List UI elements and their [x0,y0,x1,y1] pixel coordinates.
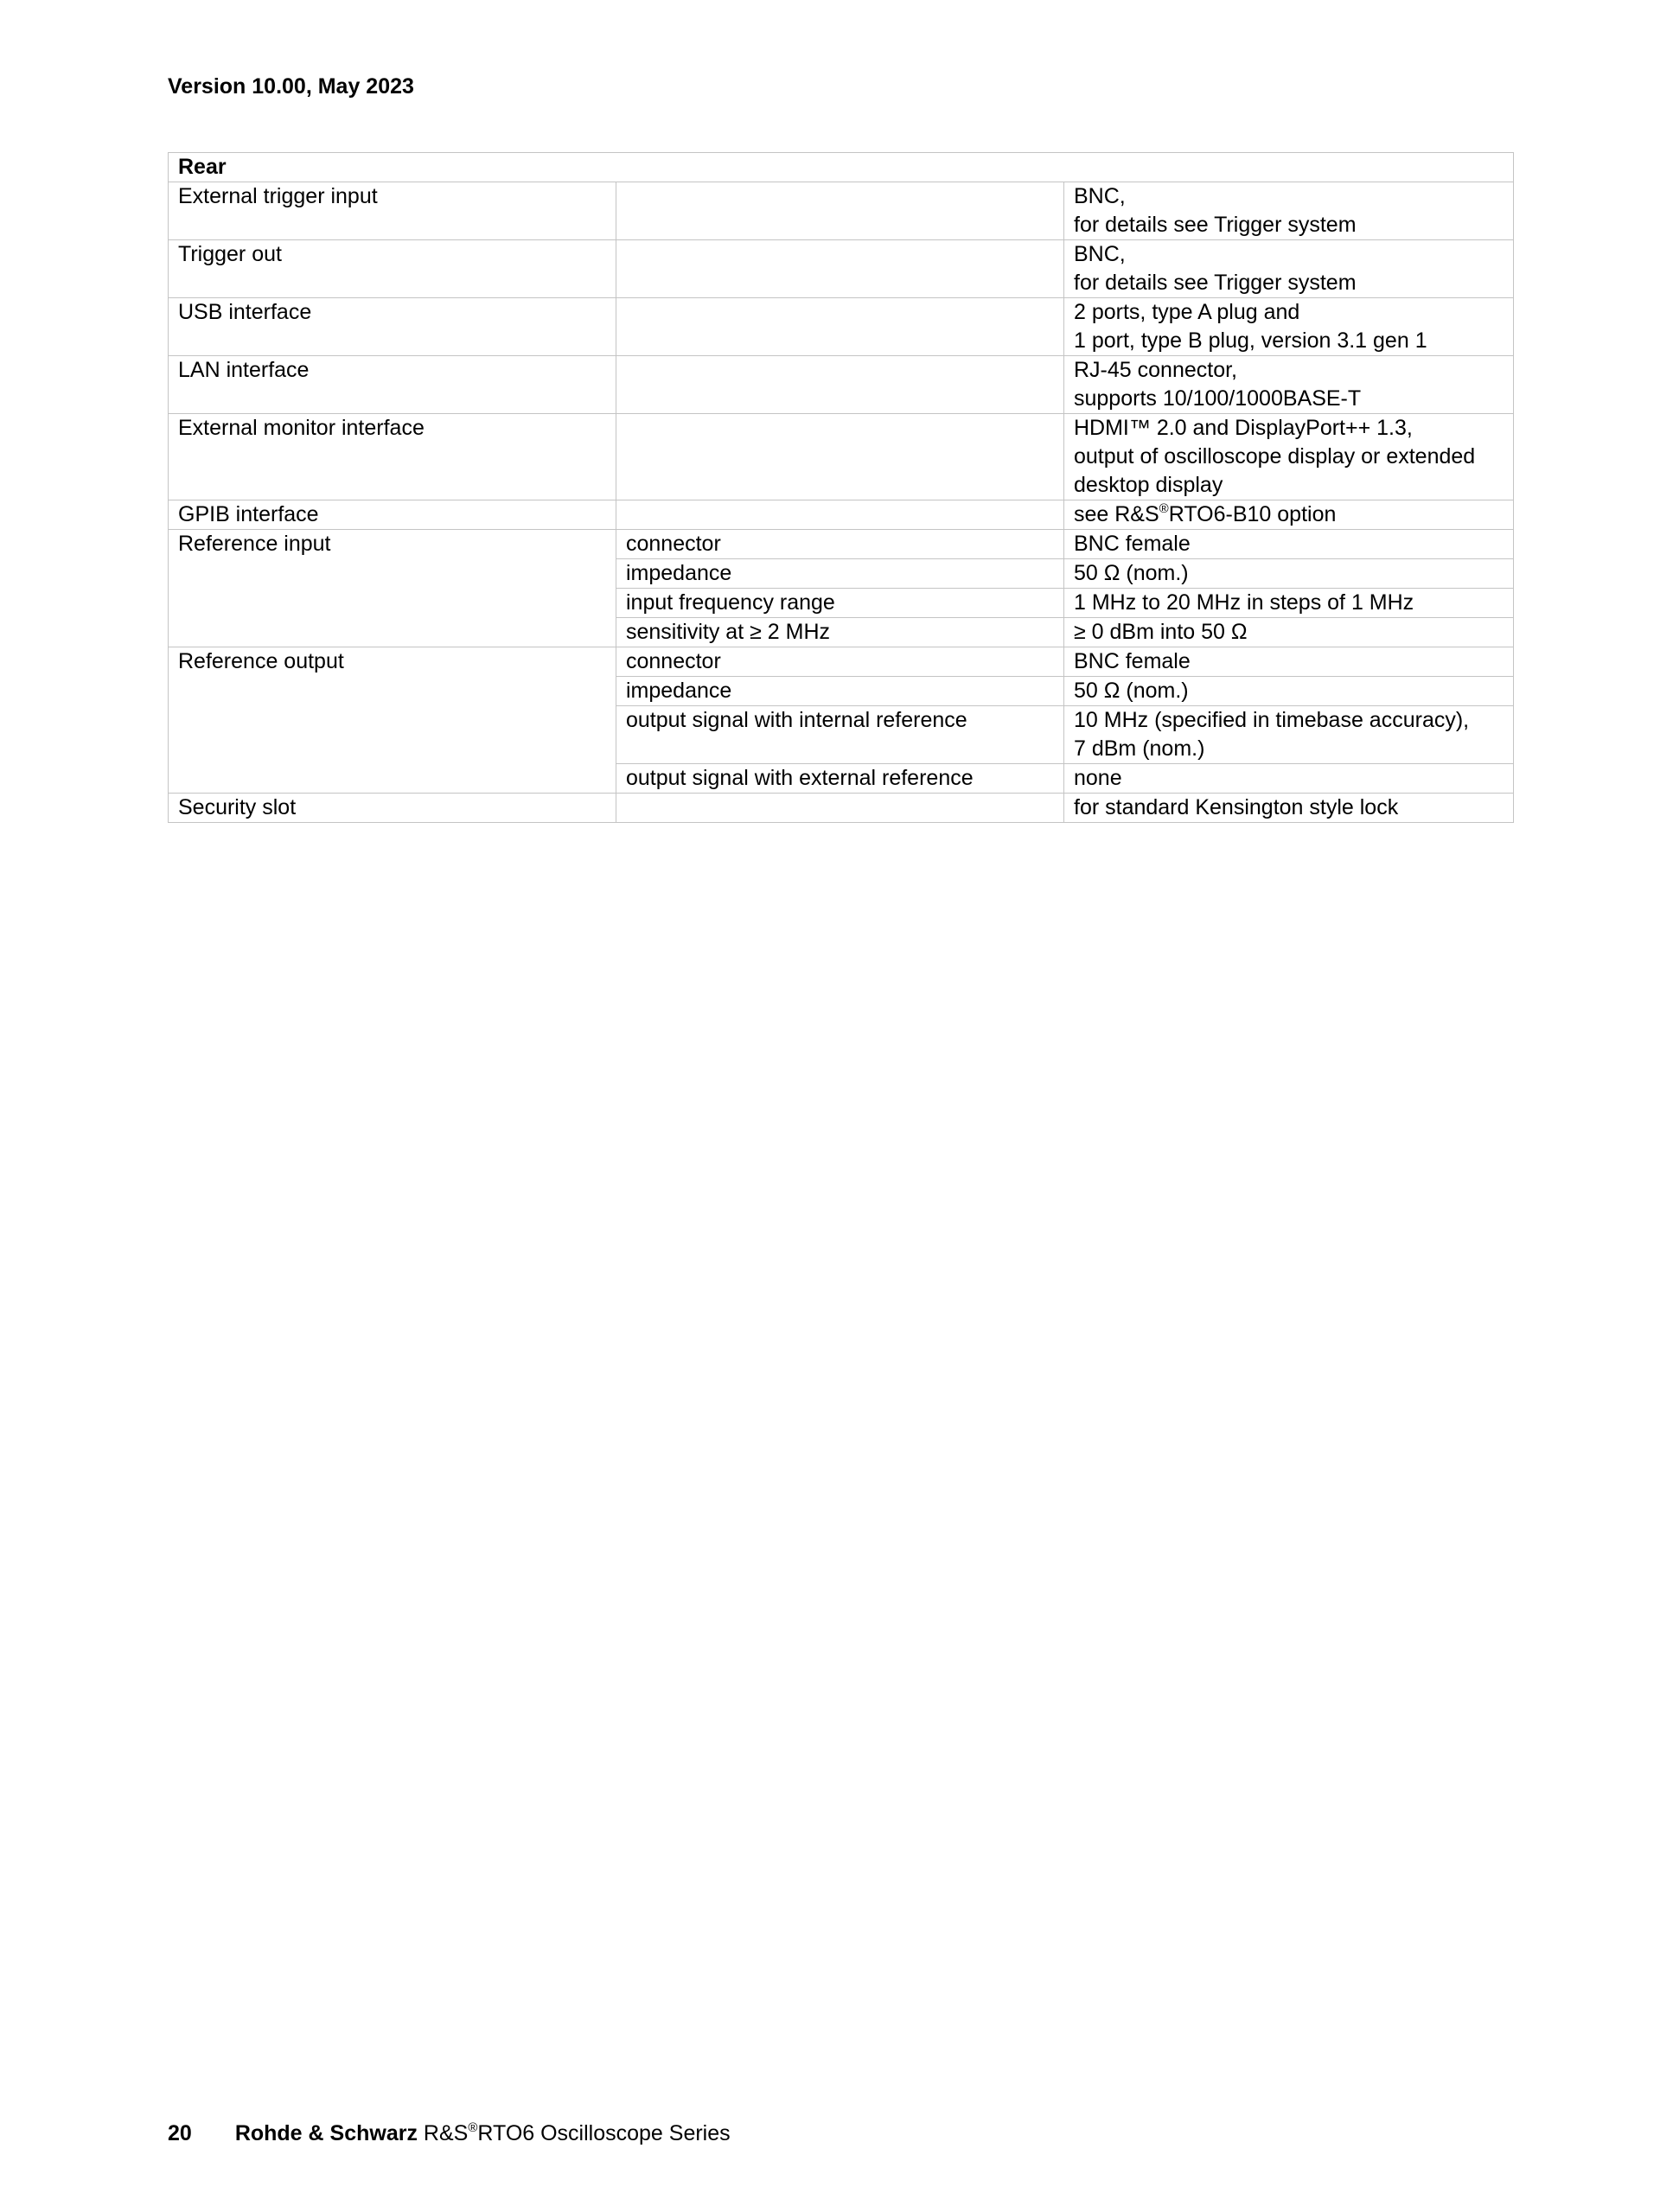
table-row [169,414,1514,500]
spec-value-line: supports 10/100/1000BASE-T [1074,386,1362,411]
spec-label: USB interface [169,298,616,356]
spec-param: connector [616,530,1064,559]
spec-value: BNC female [1064,647,1514,677]
spec-value-line: 2 ports, type A plug and [1074,300,1300,324]
table-row [169,298,1514,356]
spec-value [1064,298,1514,356]
spec-param: sensitivity at ≥ 2 MHz [616,618,1064,647]
spec-value-line: 10 MHz (specified in timebase accuracy), [1074,708,1470,732]
spec-value-line: HDMI™ 2.0 and DisplayPort++ 1.3, [1074,416,1413,440]
table-row [169,240,1514,298]
page-number: 20 [168,2121,192,2145]
registered-mark: ® [1159,501,1169,516]
spec-label: Trigger out [169,240,616,298]
table-row [169,794,1514,823]
spec-value: ≥ 0 dBm into 50 Ω [1064,618,1514,647]
section-title: Rear [169,153,1514,182]
spec-param: input frequency range [616,589,1064,618]
spec-value-line: 7 dBm (nom.) [1074,736,1205,761]
rear-spec-table [168,152,1514,823]
brand-name: Rohde & Schwarz [234,2121,418,2145]
product-prefix: R&S [423,2121,469,2145]
spec-value-line: BNC, [1074,184,1126,208]
spec-value-line: RJ-45 connector, [1074,358,1237,382]
spec-value [1064,240,1514,298]
table-row [169,647,1514,677]
spec-value [1064,356,1514,414]
spec-label: Reference output [169,647,616,794]
spec-param: connector [616,647,1064,677]
product-name [424,2121,731,2145]
spec-value [1064,500,1514,530]
spec-value-line: 1 port, type B plug, version 3.1 gen 1 [1074,328,1427,353]
spec-param [616,414,1064,500]
table-row [169,182,1514,240]
table-row [169,530,1514,559]
spec-value-line: BNC, [1074,242,1126,266]
spec-value-line: for details see Trigger system [1074,213,1357,237]
spec-value [1064,182,1514,240]
table-row [169,153,1514,182]
page-footer [168,2120,731,2148]
registered-mark: ® [468,2120,478,2135]
spec-label: LAN interface [169,356,616,414]
spec-label: External trigger input [169,182,616,240]
spec-value: BNC female [1064,530,1514,559]
spec-label: Reference input [169,530,616,647]
spec-label: GPIB interface [169,500,616,530]
spec-label: Security slot [169,794,616,823]
spec-value: none [1064,764,1514,794]
spec-param: output signal with external reference [616,764,1064,794]
spec-param [616,298,1064,356]
table-row [169,500,1514,530]
spec-param: output signal with internal reference [616,706,1064,764]
spec-param [616,500,1064,530]
spec-param [616,356,1064,414]
spec-param: impedance [616,677,1064,706]
spec-param [616,794,1064,823]
spec-value-text: RTO6-B10 option [1168,502,1337,526]
spec-value: 50 Ω (nom.) [1064,677,1514,706]
spec-value: 50 Ω (nom.) [1064,559,1514,589]
spec-value-text: see R&S [1074,502,1159,526]
spec-value: for standard Kensington style lock [1064,794,1514,823]
spec-param: impedance [616,559,1064,589]
spec-value [1064,706,1514,764]
spec-label: External monitor interface [169,414,616,500]
spec-param [616,240,1064,298]
spec-value: 1 MHz to 20 MHz in steps of 1 MHz [1064,589,1514,618]
spec-value-line: output of oscilloscope display or extended [1074,444,1476,469]
version-header: Version 10.00, May 2023 [168,74,414,99]
spec-value [1064,414,1514,500]
spec-value-line: for details see Trigger system [1074,271,1357,295]
table-row [169,356,1514,414]
product-suffix: RTO6 Oscilloscope Series [477,2121,731,2145]
spec-value-line: desktop display [1074,473,1223,497]
spec-param [616,182,1064,240]
